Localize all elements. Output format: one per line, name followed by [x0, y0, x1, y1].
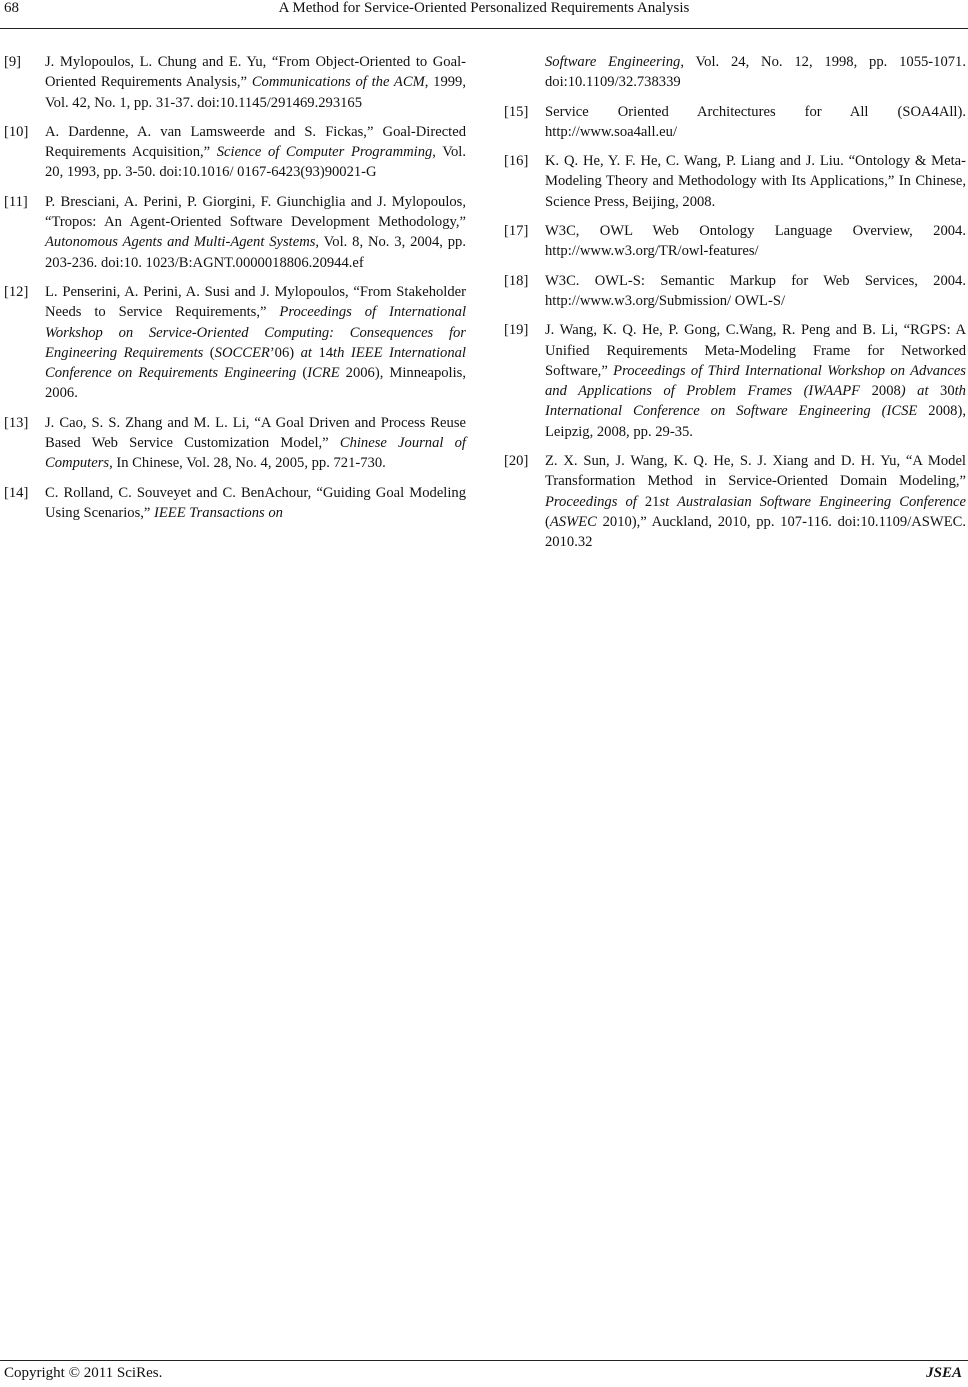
- reference-entry: [4, 483, 466, 524]
- reference-text: [545, 102, 966, 143]
- reference-entry: [504, 451, 966, 552]
- reference-segment: J. Cao, S. S. Zhang and M. L. Li, “A Goal Driven and Process Reuse Based Web Service Customization Model,”: [45, 414, 466, 452]
- reference-segment: 2010),” Auckland, 2010, pp. 107-116. doi:10.1109/ASWEC. 2010.32: [545, 513, 966, 551]
- reference-entry: [504, 221, 966, 262]
- reference-segment: (: [296, 365, 308, 382]
- reference-segment: C. Rolland, C. Souveyet and C. BenAchour, “Guiding Goal Modeling Using Scenarios,”: [45, 484, 466, 521]
- reference-segment: ’06): [269, 344, 301, 361]
- reference-italic-segment: Proceedings of: [545, 493, 637, 510]
- reference-segment: P. Bresciani, A. Perini, P. Giorgini, F. Giunchiglia and J. Mylopoulos, “Tropos: An Agent-Oriented Software Development Methodology,”: [45, 193, 466, 231]
- reference-number: [15]: [504, 103, 529, 120]
- references-left-column: [4, 52, 466, 532]
- reference-segment: J. Mylopoulos, L. Chung and E. Yu, “From Object-Oriented to Goal-Oriented Requirements Analysis,”: [45, 54, 466, 91]
- reference-entry: [4, 282, 466, 404]
- page-header: [0, 0, 968, 29]
- reference-number: [19]: [504, 322, 529, 339]
- reference-entry: [504, 52, 966, 93]
- reference-segment: (: [203, 344, 215, 361]
- reference-text: [545, 221, 966, 262]
- reference-text: [45, 282, 466, 404]
- reference-segment: , Vol. 8, No. 3, 2004, pp. 203-236. doi:10. 1023/B:AGNT.0000018806.20944.ef: [45, 234, 466, 271]
- reference-entry: [4, 122, 466, 183]
- reference-italic-segment: Science of Computer Programming: [216, 144, 433, 161]
- reference-number: [17]: [504, 223, 529, 240]
- reference-segment: Z. X. Sun, J. Wang, K. Q. He, S. J. Xiang and D. H. Yu, “A Model Transformation Method in Service-Oriented Domain Modeling,”: [545, 453, 966, 490]
- reference-italic-segment: Proceedings of International Workshop on Service-Oriented Computing: Consequences for Engineering Requirements: [45, 304, 466, 361]
- reference-number: [10]: [4, 123, 29, 140]
- reference-segment: 2008), Leipzig, 2008, pp. 29-35.: [545, 403, 966, 440]
- reference-italic-segment: th International Conference on Software Engineering (ICSE: [545, 383, 966, 420]
- reference-segment: 14: [311, 344, 334, 361]
- reference-segment: 30: [928, 383, 955, 400]
- reference-italic-segment: th IEEE International Conference on Requirements Engineering: [45, 344, 466, 382]
- reference-italic-segment: Autonomous Agents and Multi-Agent Systems: [45, 234, 316, 251]
- reference-text: [45, 192, 466, 273]
- reference-text: [545, 52, 966, 93]
- reference-text: [45, 122, 466, 183]
- reference-entry: [4, 192, 466, 273]
- reference-number: [20]: [504, 453, 529, 470]
- reference-entry: [504, 271, 966, 312]
- reference-segment: 21: [636, 493, 660, 510]
- reference-segment: 2008: [860, 383, 901, 400]
- reference-entry: [504, 102, 966, 143]
- reference-text: [545, 271, 966, 312]
- reference-text: [45, 52, 466, 113]
- reference-segment: K. Q. He, Y. F. He, C. Wang, P. Liang and J. Liu. “Ontology & Meta-Modeling Theory and Methodology with Its Applications,” In Chinese, Science Press, Beijing, 2008.: [545, 153, 966, 210]
- reference-entry: [504, 320, 966, 442]
- reference-italic-segment: st Australasian Software Engineering Conference: [659, 493, 967, 510]
- references-right-column: [504, 52, 966, 562]
- reference-number: [9]: [4, 54, 22, 70]
- running-title: A Method for Service-Oriented Personalized Requirements Analysis: [278, 0, 690, 16]
- reference-segment: , Vol. 24, No. 12, 1998, pp. 1055-1071. doi:10.1109/32.738339: [545, 54, 966, 91]
- reference-number: [13]: [4, 414, 29, 431]
- journal-abbreviation: JSEA: [926, 1365, 962, 1381]
- reference-italic-segment: Chinese Journal of Computers: [45, 435, 466, 472]
- page-footer: [0, 1360, 968, 1387]
- reference-number: [18]: [504, 272, 529, 289]
- reference-italic-segment: ASWEC: [549, 513, 597, 530]
- reference-number: [14]: [4, 484, 29, 501]
- reference-italic-segment: ) at: [900, 383, 929, 400]
- reference-text: [545, 451, 966, 552]
- reference-italic-segment: SOCCER: [214, 344, 270, 361]
- reference-italic-segment: Proceedings of Third International Workshop on Advances and Applications of Problem Frames (IWAAPF: [545, 362, 966, 400]
- reference-text: [45, 413, 466, 474]
- reference-text: [545, 151, 966, 212]
- reference-italic-segment: at: [300, 344, 312, 361]
- reference-segment: , Vol. 20, 1993, pp. 3-50. doi:10.1016/ 0167-6423(93)90021-G: [45, 144, 466, 181]
- reference-italic-segment: Communications of the ACM: [251, 74, 425, 91]
- reference-segment: Service Oriented Architectures for All (SOA4All). http://www.soa4all.eu/: [545, 103, 966, 140]
- reference-segment: J. Wang, K. Q. He, P. Gong, C.Wang, R. Peng and B. Li, “RGPS: A Unified Requirements Meta-Modeling Frame for Networked Software,”: [545, 322, 966, 379]
- reference-italic-segment: Software Engineering: [545, 54, 681, 70]
- reference-number: [11]: [4, 193, 28, 210]
- reference-entry: [4, 413, 466, 474]
- reference-segment: L. Penserini, A. Perini, A. Susi and J. Mylopoulos, “From Stakeholder Needs to Service Requirements,”: [45, 283, 466, 321]
- reference-segment: W3C, OWL Web Ontology Language Overview, 2004. http://www.w3.org/TR/owl-features/: [545, 223, 966, 260]
- reference-italic-segment: IEEE Transactions on: [154, 504, 283, 521]
- reference-entry: [504, 151, 966, 212]
- reference-segment: , In Chinese, Vol. 28, No. 4, 2005, pp. 721-730.: [109, 455, 386, 472]
- reference-number: [12]: [4, 283, 29, 300]
- reference-entry: [4, 52, 466, 113]
- reference-italic-segment: ICRE: [307, 365, 340, 382]
- reference-segment: , 1999, Vol. 42, No. 1, pp. 31-37. doi:10.1145/291469.293165: [45, 74, 466, 111]
- reference-segment: (: [545, 513, 550, 530]
- reference-segment: A. Dardenne, A. van Lamsweerde and S. Fickas,” Goal-Directed Requirements Acquisition,”: [45, 123, 466, 161]
- page-number: 68: [4, 0, 19, 16]
- reference-text: [545, 320, 966, 442]
- reference-number: [16]: [504, 153, 529, 170]
- copyright-notice: Copyright © 2011 SciRes.: [4, 1365, 163, 1381]
- reference-segment: 2006), Minneapolis, 2006.: [45, 365, 466, 402]
- reference-text: [45, 483, 466, 524]
- reference-segment: W3C. OWL-S: Semantic Markup for Web Services, 2004. http://www.w3.org/Submission/ OWL-S/: [545, 272, 966, 309]
